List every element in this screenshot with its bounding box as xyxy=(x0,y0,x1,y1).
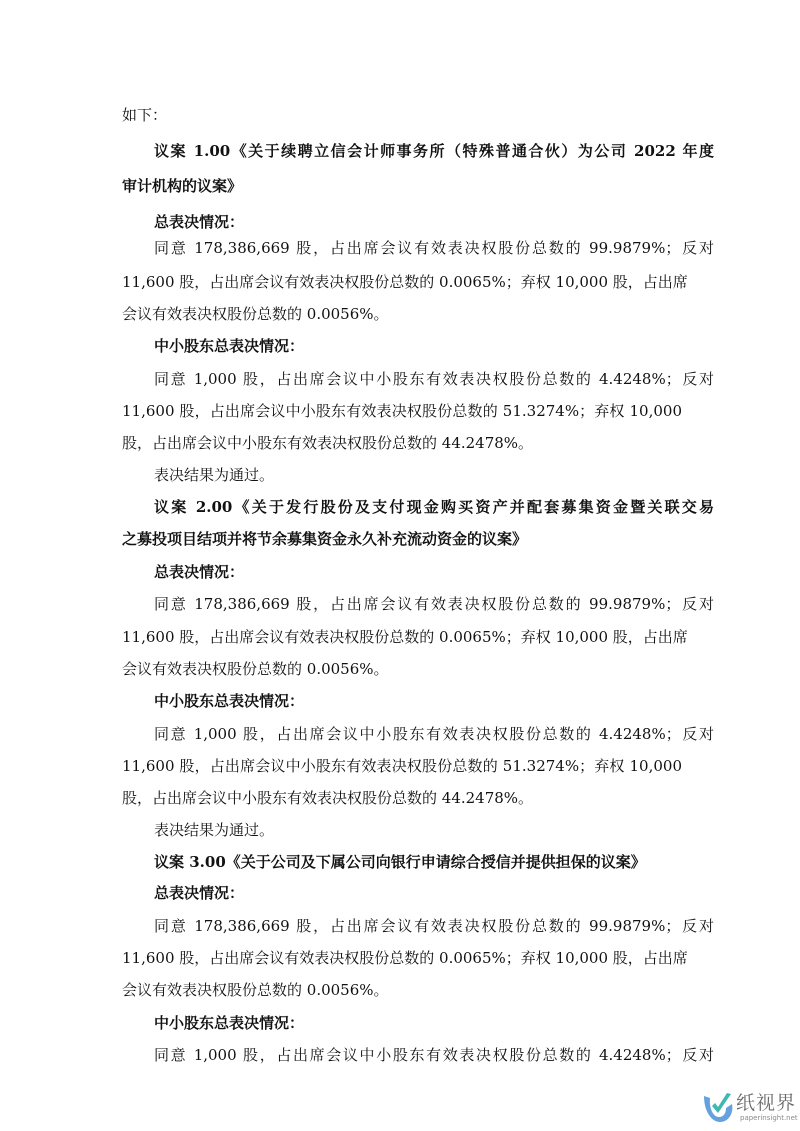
motion-1-minority-heading: 中小股东总表决情况： xyxy=(154,337,305,355)
motion-3-minority-text: 同意 1,000 股，占出席会议中小股东有效表决权股份总数的 4.4248%；反对 xyxy=(154,1046,714,1064)
motion-2-result: 表决结果为通过。 xyxy=(154,821,275,839)
motion-1-overall-heading: 总表决情况： xyxy=(154,213,245,231)
motion-3-overall-text: 同意 178,386,669 股，占出席会议有效表决权股份总数的 99.9879%；反对 xyxy=(154,917,714,935)
motion-1-title: 议案 1.00《关于续聘立信会计师事务所（特殊普通合伙）为公司 2022 年度 xyxy=(154,142,714,160)
motion-1-overall-text: 会议有效表决权股份总数的 0.0056%。 xyxy=(122,305,389,323)
motion-2-minority-heading: 中小股东总表决情况： xyxy=(154,692,305,710)
motion-2-minority-text: 股，占出席会议中小股东有效表决权股份总数的 44.2478%。 xyxy=(122,789,534,807)
motion-1-overall-text: 11,600 股，占出席会议有效表决权股份总数的 0.0065%；弃权 10,000 股，占出席 xyxy=(122,273,688,291)
watermark-url: paperinsight.net xyxy=(740,1114,798,1122)
motion-3-overall-text: 会议有效表决权股份总数的 0.0056%。 xyxy=(122,981,389,999)
motion-2-minority-text: 同意 1,000 股，占出席会议中小股东有效表决权股份总数的 4.4248%；反对 xyxy=(154,725,714,743)
motion-3-overall-heading: 总表决情况： xyxy=(154,884,245,902)
motion-2-title-cont: 之募投项目结项并将节余募集资金永久补充流动资金的议案》 xyxy=(122,530,528,548)
motion-1-title-cont: 审计机构的议案》 xyxy=(122,177,243,195)
motion-2-overall-text: 11,600 股，占出席会议有效表决权股份总数的 0.0065%；弃权 10,000 股，占出席 xyxy=(122,628,688,646)
motion-2-overall-text: 会议有效表决权股份总数的 0.0056%。 xyxy=(122,660,389,678)
motion-1-minority-text: 股，占出席会议中小股东有效表决权股份总数的 44.2478%。 xyxy=(122,434,534,452)
intro-text: 如下： xyxy=(122,106,168,124)
motion-2-overall-text: 同意 178,386,669 股，占出席会议有效表决权股份总数的 99.9879%；反对 xyxy=(154,595,714,613)
motion-2-overall-heading: 总表决情况： xyxy=(154,563,245,581)
motion-2-minority-text: 11,600 股，占出席会议中小股东有效表决权股份总数的 51.3274%；弃权 10,000 xyxy=(122,757,682,775)
motion-2-title: 议案 2.00《关于发行股份及支付现金购买资产并配套募集资金暨关联交易 xyxy=(154,498,714,516)
motion-1-result: 表决结果为通过。 xyxy=(154,466,275,484)
watermark xyxy=(698,1084,798,1128)
watermark-name: 纸视界 xyxy=(736,1092,797,1114)
motion-3-overall-text: 11,600 股，占出席会议有效表决权股份总数的 0.0065%；弃权 10,000 股，占出席 xyxy=(122,949,688,967)
motion-1-minority-text: 同意 1,000 股，占出席会议中小股东有效表决权股份总数的 4.4248%；反对 xyxy=(154,370,714,388)
motion-1-overall-text: 同意 178,386,669 股，占出席会议有效表决权股份总数的 99.9879%；反对 xyxy=(154,239,714,257)
watermark-logo-icon xyxy=(698,1086,738,1126)
motion-3-title: 议案 3.00《关于公司及下属公司向银行申请综合授信并提供担保的议案》 xyxy=(154,853,646,871)
motion-1-minority-text: 11,600 股，占出席会议中小股东有效表决权股份总数的 51.3274%；弃权 10,000 xyxy=(122,402,682,420)
motion-3-minority-heading: 中小股东总表决情况： xyxy=(154,1014,305,1032)
